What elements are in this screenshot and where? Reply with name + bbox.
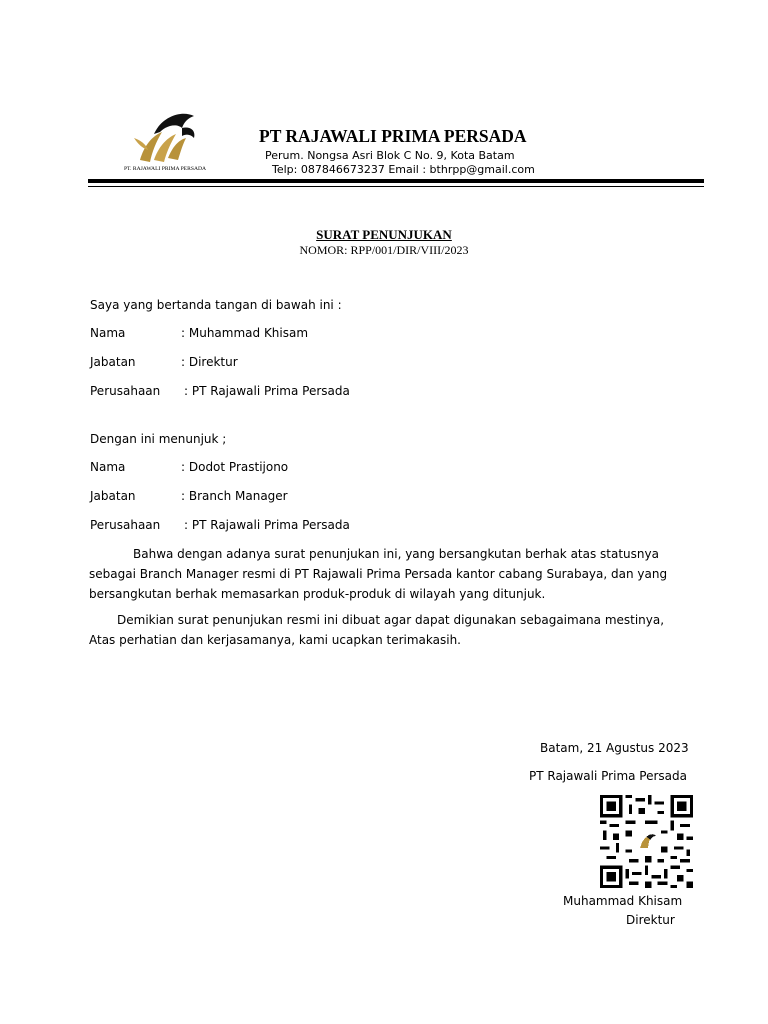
company-address: Perum. Nongsa Asri Blok C No. 9, Kota Batam bbox=[265, 149, 515, 162]
signer-position-label: Jabatan bbox=[90, 355, 136, 369]
appointee-name-value: : Dodot Prastijono bbox=[181, 460, 289, 474]
company-contact: Telp: 087846673237 Email : bthrpp@gmail.com bbox=[272, 163, 535, 176]
letter-number: NOMOR: RPP/001/DIR/VIII/2023 bbox=[299, 243, 469, 257]
company-name: PT RAJAWALI PRIMA PERSADA bbox=[259, 126, 527, 146]
signer-position-value: : Direktur bbox=[181, 355, 238, 369]
letter-title: SURAT PENUNJUKAN bbox=[316, 227, 452, 242]
signer-intro: Saya yang bertanda tangan di bawah ini : bbox=[90, 298, 342, 312]
logo-text: PT. RAJAWALI PRIMA PERSADA bbox=[123, 166, 207, 172]
body-paragraph-2: Demikian surat penunjukan resmi ini dibuat agar dapat digunakan sebagaimana mestinya, Atas perhatian dan kerjasamanya, kami ucapkan terimakasih. bbox=[89, 613, 665, 647]
appointee-name-label: Nama bbox=[90, 460, 126, 474]
signer-name-value: : Muhammad Khisam bbox=[181, 326, 309, 340]
signer-name: Muhammad Khisam bbox=[563, 894, 683, 908]
qr-code-icon bbox=[600, 795, 693, 888]
appointee-position-label: Jabatan bbox=[90, 489, 136, 503]
company-logo bbox=[110, 108, 220, 176]
signature-company: PT Rajawali Prima Persada bbox=[529, 769, 687, 783]
appointee-position-value: : Branch Manager bbox=[181, 489, 288, 503]
signer-company-value: : PT Rajawali Prima Persada bbox=[184, 384, 350, 398]
place-date: Batam, 21 Agustus 2023 bbox=[540, 741, 689, 755]
appointee-intro: Dengan ini menunjuk ; bbox=[90, 432, 227, 446]
letterhead-rule-thin bbox=[88, 186, 704, 187]
body-paragraph-1: Bahwa dengan adanya surat penunjukan ini, yang bersangkutan berhak atas statusnya sebagai Branch Manager resmi di PT Rajawali Prima Persada kantor cabang Surabaya, dan yang bersangkutan berhak memasarkan produk-produk di wilayah yang ditunjuk. bbox=[89, 547, 668, 601]
signer-position: Direktur bbox=[626, 913, 675, 927]
signer-name-label: Nama bbox=[90, 326, 126, 340]
signer-company-label: Perusahaan bbox=[90, 384, 161, 398]
appointee-company-value: : PT Rajawali Prima Persada bbox=[184, 518, 350, 532]
appointee-company-label: Perusahaan bbox=[90, 518, 161, 532]
letterhead-rule-thick bbox=[88, 179, 704, 183]
